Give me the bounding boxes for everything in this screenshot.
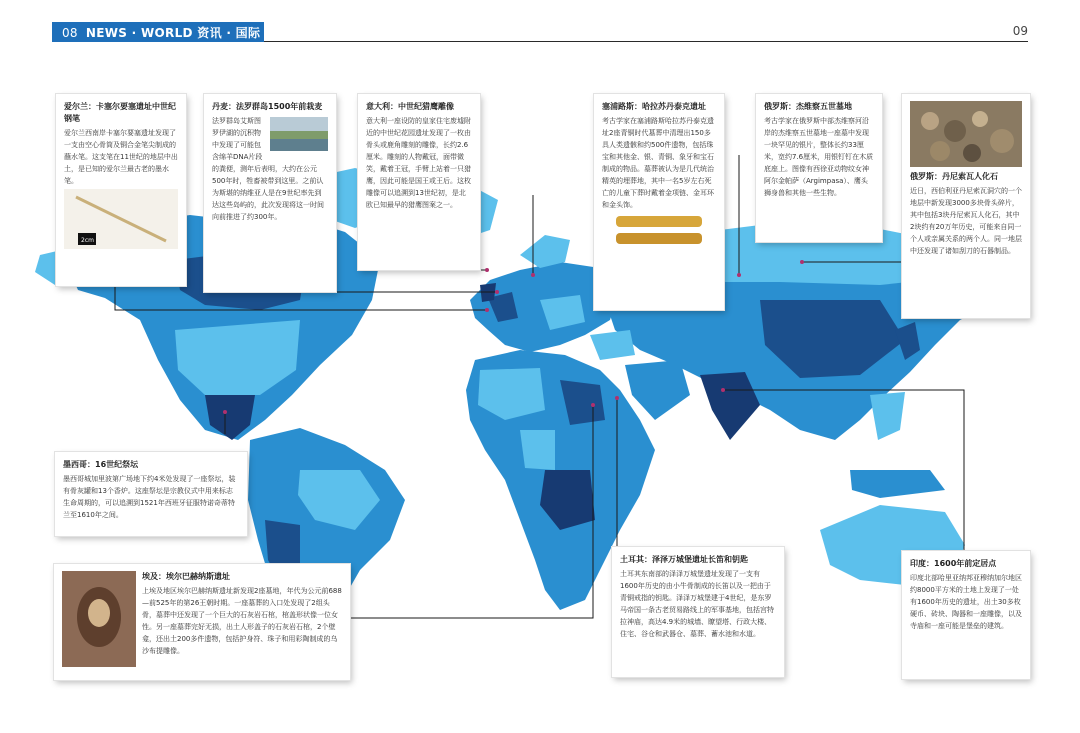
card-india: [902, 551, 1030, 679]
pen-scale-label: 2cm: [81, 237, 94, 244]
card-mexico-body: 墨西哥城加里波第广场地下约4米处发现了一座祭坛，装有骨灰罐和13个香炉。这座祭坛是宗教仪式中用来标志生命周期的，可以追溯到1521年西班牙征服特诺奇蒂特兰至1610年之间。: [63, 475, 236, 519]
card-egypt-body: 上埃及地区埃尔巴赫纳斯遗址新发现2座墓地，年代为公元前688—前525年的第26王朝时期。一座墓葬的入口处发现了2组头骨，墓葬中还发现了一个巨大的石灰岩石棺，棺盖形状像一位女性。另一座墓葬完好无损，出土人形盖子的石灰岩石棺，2个壁龛，还出土200多件遗物，包括护身符、珠子和用彩陶制成的乌沙布提雕像。: [142, 587, 342, 655]
lake-photo: [270, 117, 328, 151]
card-denmark: [204, 94, 336, 292]
card-turkey-title: 土耳其：泽泽万城堡遗址长笛和钥匙: [620, 555, 748, 564]
card-cyprus-title: 塞浦路斯：哈拉苏丹泰克遗址: [602, 102, 706, 111]
card-cyprus-body: 考古学家在塞浦路斯哈拉苏丹泰克遗址2座青铜时代墓葬中清理出150多具人类遗骸和约500件遗物，包括珠宝和其他金、银、青铜、象牙和宝石制成的物品。墓葬被认为是几代统治精英的埋葬地，其中一名5岁左右死亡的儿童下葬时戴着金项链、金耳环和金头饰。: [602, 117, 714, 209]
card-russia-stone: [902, 94, 1030, 318]
section-label: NEWS · WORLD 资讯 · 国际: [85, 26, 261, 40]
card-russia-stone-body: 近日，西伯利亚丹尼索瓦洞穴的一个地层中新发现3000多块骨头碎片，其中包括3块丹尼索瓦人化石，其中2块约有20万年历史，可能来自同一个人或亲属关系的两个人。同一地层中还发现了诸如刮刀的石器制品。: [910, 187, 1022, 255]
bone-fragments-photo: [910, 101, 1022, 167]
pen-photo: [64, 189, 178, 249]
card-ireland-title: 爱尔兰：卡塞尔要塞遗址中世纪钢笔: [64, 102, 176, 123]
card-russia-tomb-body: 考古学家在俄罗斯中部杰维察河沿岸的杰维察五世墓地一座墓中发现一块罕见的银片，整体长约33厘米，宽约7.6厘米，用银钉钉在木质底座上。图像有西徐亚动物纹女神阿尔金帕萨（Argimpasa）、鹰头狮身兽和其他一些生物。: [764, 117, 874, 197]
card-ireland-body: 爱尔兰西南岸卡塞尔要塞遗址发现了一支由空心骨筒及铜合金笔尖制成的蘸水笔。这支笔在11世纪的地层中出土，是已知的爱尔兰最古老的墨水笔。: [64, 129, 178, 185]
tomb-photo: [62, 571, 136, 667]
card-turkey: [612, 547, 784, 677]
card-turkey-body: 土耳其东南部的泽泽万城堡遗址发现了一支有1600年历史的由小牛骨制成的长笛以及一把由于青铜戒指的钥匙。泽泽万城堡建于4世纪，是东罗马帝国一条古老贸易路线上的军事基地，包括宫特拉神庙，高达4.9米的城墙、瞭望塔、行政大楼、住宅、谷仓和武器仓、墓葬、蓄水池和水道。: [620, 570, 774, 638]
card-russia-tomb-title: 俄罗斯：杰维察五世墓地: [764, 102, 852, 111]
card-cyprus: [594, 94, 724, 310]
card-russia-stone-title: 俄罗斯：丹尼索瓦人化石: [910, 172, 998, 181]
card-egypt-title: 埃及：埃尔巴赫纳斯遗址: [142, 572, 230, 581]
card-italy-title: 意大利：中世纪猎鹰雕像: [366, 102, 454, 111]
card-india-body: 印度北部哈里亚纳邦亚穆纳加尔地区约8000平方米的土地上发现了一处有1600年历史的遗址，出土30多枚硬币、砖块、陶器和一座雕像，以及寺庙和一座可能是堡垒的建筑。: [910, 574, 1022, 630]
card-india-title: 印度：1600年前定居点: [910, 559, 997, 568]
card-mexico-title: 墨西哥：16世纪祭坛: [63, 460, 139, 469]
card-italy-body: 意大利一座设防的皇家住宅废墟附近的中世纪花园遗址发现了一枚由骨头或鹿角雕刻的雕像，长约2.6厘米。雕刻的人物戴冠，面带微笑，戴着王冠，手臂上站着一只猎鹰，因此可能是国王或王后。这枚雕像可以追溯到13世纪初，是北欧已知最早的猎鹰图案之一。: [366, 117, 471, 209]
card-denmark-body: 法罗群岛艾斯图罗伊湖的沉积物中发现了可能包含绵羊DNA片段的粪便，测年后表明，大约在公元500年时，牲畜被带到这里。之前认为斯堪的纳维亚人是在9世纪率先到达这些岛屿的，此次发现将这一时间向前推进了约300年。: [212, 117, 324, 221]
gold-ornament-photo: [602, 213, 716, 249]
card-mexico: [55, 452, 247, 536]
card-ireland: [56, 94, 186, 286]
card-egypt: [54, 564, 350, 680]
page-number: 09: [1012, 24, 1028, 38]
card-italy: [358, 94, 480, 270]
section-number: 08: [62, 26, 78, 40]
card-russia-tomb: [756, 94, 882, 242]
card-denmark-title: 丹麦：法罗群岛1500年前栽麦: [212, 102, 323, 111]
